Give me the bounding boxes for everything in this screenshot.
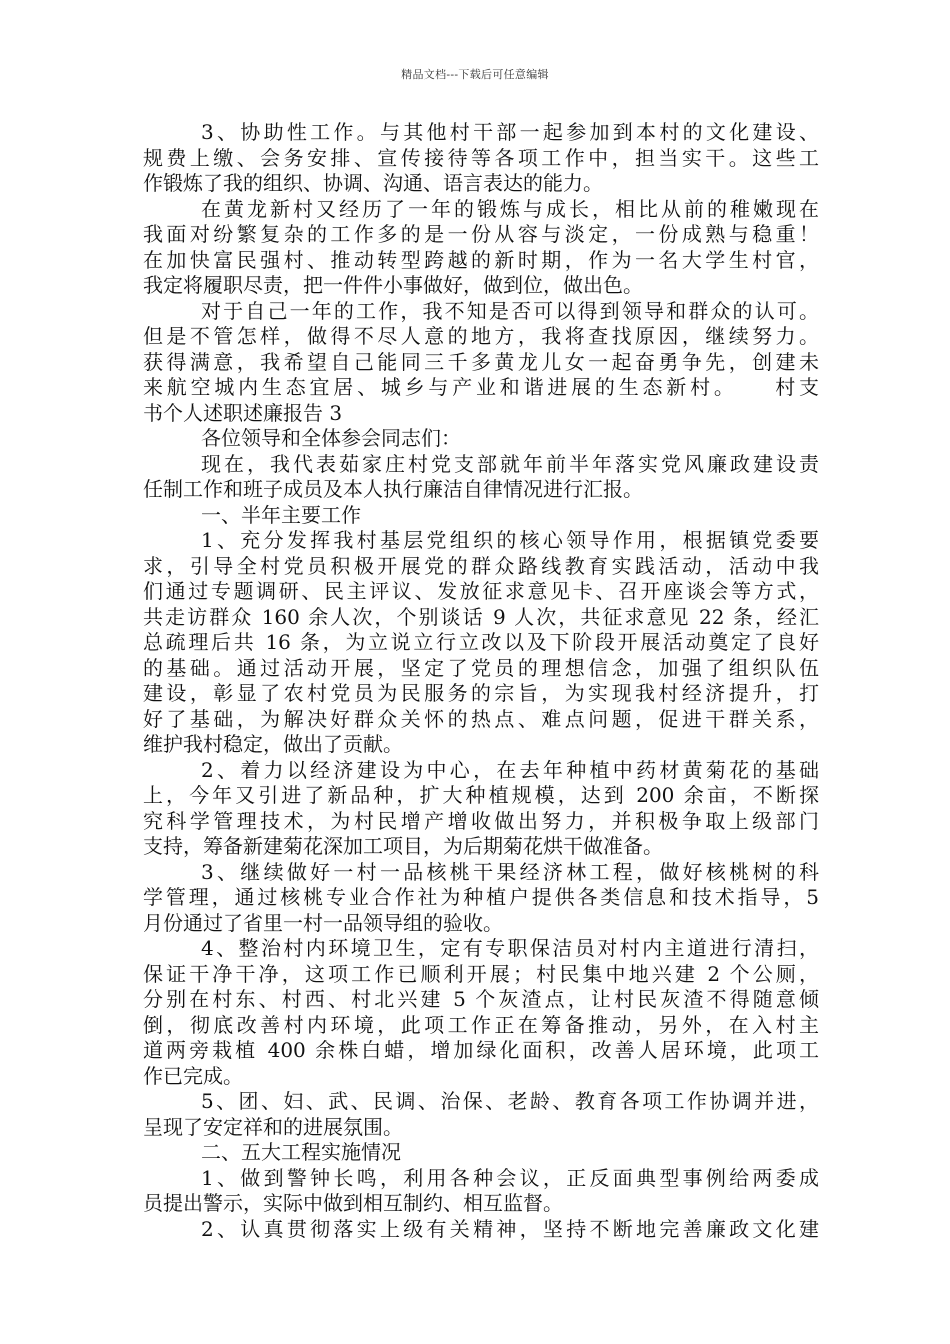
text-line: 4、整治村内环境卫生，定有专职保洁员对村内主道进行清扫， bbox=[201, 936, 819, 960]
text-line: 们通过专题调研、民主评议、发放征求意见卡、召开座谈会等方式， bbox=[143, 579, 819, 603]
text-line: 来航空城内生态宜居、城乡与产业和谐进展的生态新村。 村支 bbox=[143, 375, 819, 399]
text-line: 的基础。通过活动开展，坚定了党员的理想信念，加强了组织队伍 bbox=[143, 655, 819, 680]
text-line: 分别在村东、村西、村北兴建 5 个灰渣点，让村民灰渣不得随意倾 bbox=[143, 987, 819, 1011]
text-line: 1、充分发挥我村基层党组织的核心领导作用，根据镇党委要 bbox=[201, 528, 819, 552]
text-line: 月份通过了省里一村一品领导组的验收。 bbox=[143, 910, 503, 935]
text-line: 各位领导和全体参会同志们： bbox=[201, 426, 461, 450]
text-line: 2、着力以经济建设为中心，在去年种植中药材黄菊花的基础 bbox=[201, 757, 819, 782]
text-line: 但是不管怎样，做得不尽人意的地方，我将查找原因，继续努力。 bbox=[143, 324, 819, 348]
text-line: 我面对纷繁复杂的工作多的是一份从容与淡定，一份成熟与稳重！ bbox=[143, 222, 819, 246]
text-line: 获得满意，我希望自己能同三千多黄龙儿女一起奋勇争先，创建未 bbox=[143, 349, 819, 374]
text-line: 任制工作和班子成员及本人执行廉洁自律情况进行汇报。 bbox=[143, 477, 643, 501]
text-line: 3、协助性工作。与其他村干部一起参加到本村的文化建设、 bbox=[201, 120, 819, 144]
text-line: 二、五大工程实施情况 bbox=[201, 1140, 401, 1164]
text-line: 我定将履职尽责，把一件件小事做好，做到位，做出色。 bbox=[143, 273, 643, 297]
text-line: 5、团、妇、武、民调、治保、老龄、教育各项工作协调并进， bbox=[201, 1089, 819, 1113]
text-line: 现在，我代表茹家庄村党支部就年前半年落实党风廉政建设责 bbox=[201, 451, 819, 476]
text-line: 共走访群众 160 余人次，个别谈话 9 人次，共征求意见 22 条，经汇 bbox=[143, 604, 819, 629]
text-line: 道两旁栽植 400 余株白蜡，增加绿化面积，改善人居环境，此项工 bbox=[143, 1038, 819, 1062]
text-line: 倒，彻底改善村内环境，此项工作正在筹备推动，另外，在入村主 bbox=[143, 1012, 819, 1037]
text-line: 对于自己一年的工作，我不知是否可以得到领导和群众的认可。 bbox=[201, 298, 819, 323]
text-line: 员提出警示，实际中做到相互制约、相互监督。 bbox=[143, 1191, 563, 1215]
text-line: 在黄龙新村又经历了一年的锻炼与成长，相比从前的稚嫩现在 bbox=[201, 196, 819, 221]
document-body bbox=[143, 120, 819, 1242]
text-line: 总疏理后共 16 条，为立说立行立改以及下阶段开展活动奠定了良好 bbox=[143, 630, 819, 654]
text-line: 求，引导全村党员积极开展党的群众路线教育实践活动，活动中我 bbox=[143, 553, 819, 578]
text-line: 一、半年主要工作 bbox=[201, 502, 361, 527]
text-line: 学管理，通过核桃专业合作社为种植户提供各类信息和技术指导，5 bbox=[143, 885, 819, 909]
text-line: 2、认真贯彻落实上级有关精神，坚持不断地完善廉政文化建 bbox=[201, 1216, 819, 1241]
text-line: 呈现了安定祥和的进展氛围。 bbox=[143, 1114, 403, 1139]
text-line: 作锻炼了我的组织、协调、沟通、语言表达的能力。 bbox=[143, 171, 603, 195]
text-line: 上，今年又引进了新品种，扩大种植规模，达到 200 余亩，不断探 bbox=[143, 783, 819, 807]
text-line: 规费上缴、会务安排、宣传接待等各项工作中，担当实干。这些工 bbox=[143, 145, 819, 170]
text-line: 维护我村稳定，做出了贡献。 bbox=[143, 732, 403, 756]
text-line: 1、做到警钟长鸣，利用各种会议，正反面典型事例给两委成 bbox=[201, 1165, 819, 1190]
text-line: 书个人述职述廉报告 3 bbox=[143, 400, 343, 425]
text-line: 3、继续做好一村一品核桃干果经济林工程，做好核桃树的科 bbox=[201, 859, 819, 884]
text-line: 在加快富民强村、推动转型跨越的新时期，作为一名大学生村官， bbox=[143, 247, 819, 272]
text-line: 究科学管理技术，为村民增产增收做出努力，并积极争取上级部门 bbox=[143, 808, 819, 833]
text-line: 好了基础，为解决好群众关怀的热点、难点问题，促进干群关系， bbox=[143, 706, 819, 731]
page-header: 精品文档---下载后可任意编辑 bbox=[401, 68, 549, 81]
text-line: 作已完成。 bbox=[143, 1063, 243, 1088]
text-line: 建设，彰显了农村党员为民服务的宗旨，为实现我村经济提升，打 bbox=[143, 681, 819, 705]
text-line: 保证干净干净，这项工作已顺利开展；村民集中地兴建 2 个公厕， bbox=[143, 961, 819, 986]
text-line: 支持，筹备新建菊花深加工项目，为后期菊花烘干做准备。 bbox=[143, 834, 663, 858]
